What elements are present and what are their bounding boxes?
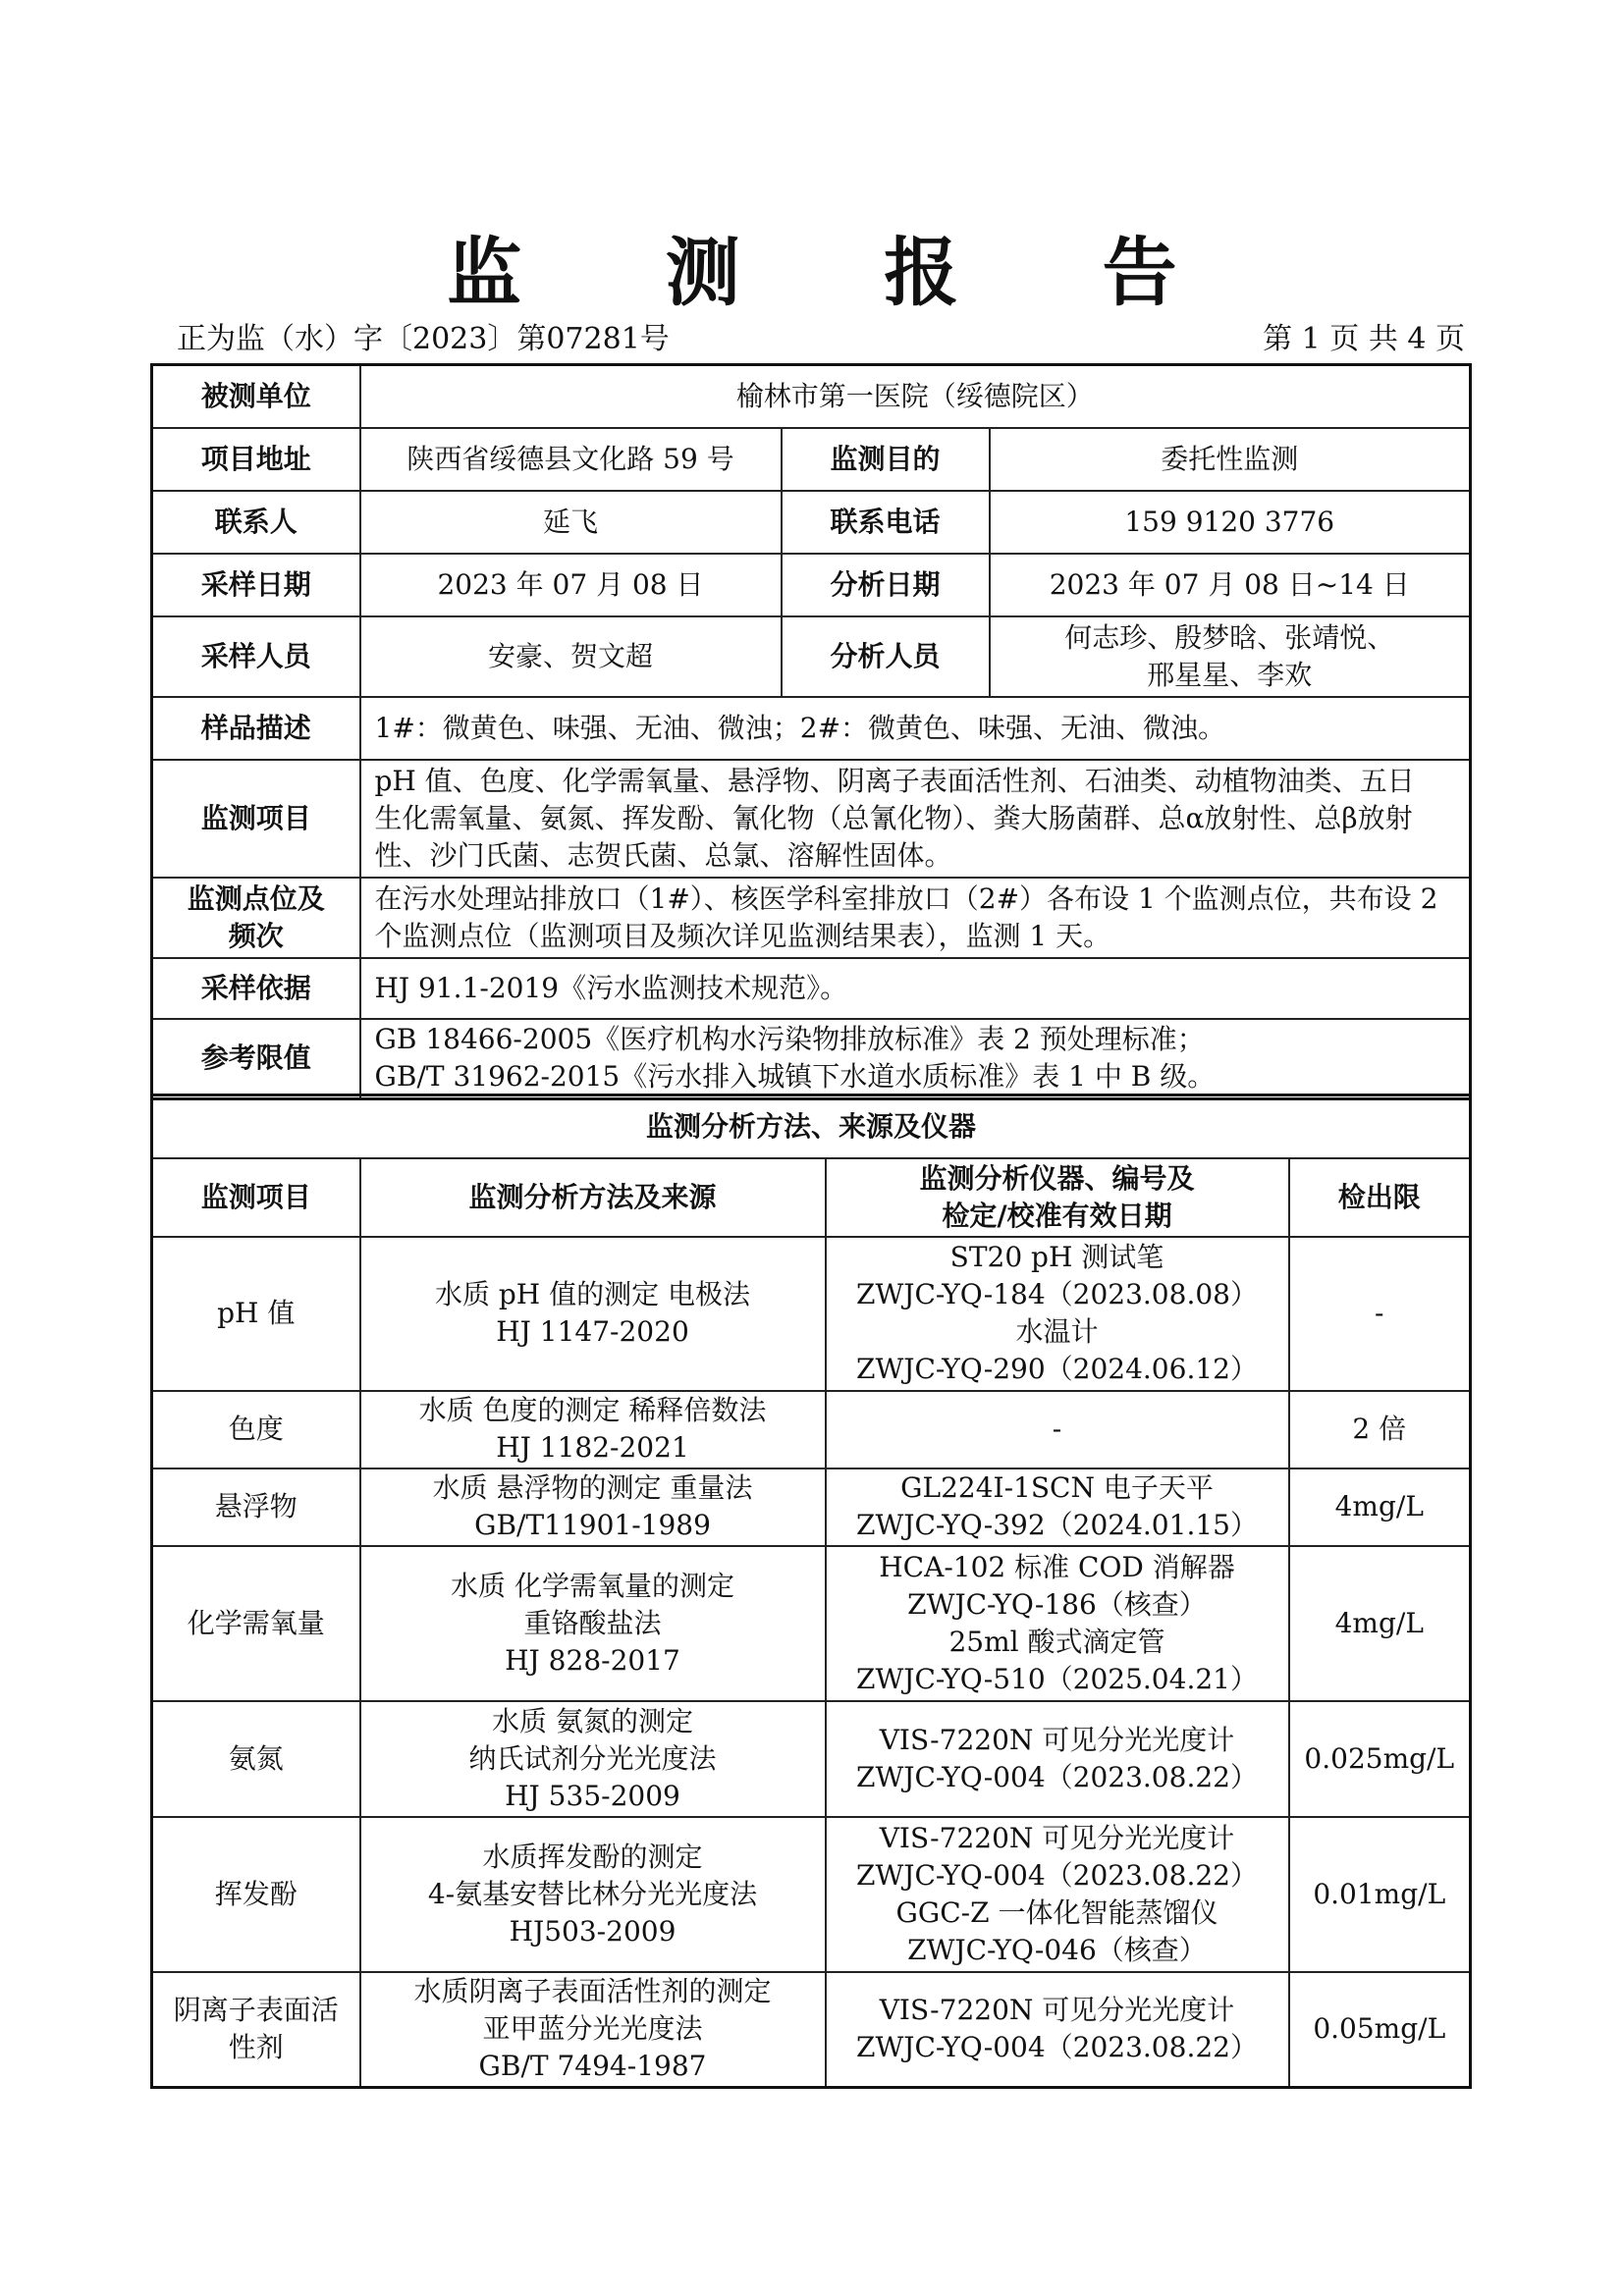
instrument-header-line: 监测分析仪器、编号及 [919,1161,1195,1195]
method-row [152,1701,1471,1817]
limit-line: GB 18466-2005《医疗机构水污染物排放标准》表 2 预处理标准； [374,1023,1205,1056]
items-label: 监测项目 [152,760,360,878]
method-source-line: HJ 828-2017 [505,1643,680,1677]
items-line: 生化需氧量、氨氮、挥发酚、氰化物（总氰化物）、粪大肠菌群、总α放射性、总β放射 [374,801,1413,834]
method-detection-limit: - [1289,1237,1471,1391]
method-source [360,1817,826,1972]
method-header-limit: 检出限 [1289,1158,1471,1237]
method-section-title: 监测分析方法、来源及仪器 [152,1095,1471,1158]
method-instrument [826,1468,1289,1546]
method-instrument-line: ST20 pH 测试笔 [949,1241,1164,1273]
method-instrument-line: GGC-Z 一体化智能蒸馏仪 [895,1896,1218,1929]
method-item-line: 悬浮物 [214,1490,298,1522]
method-detection-limit: 0.025mg/L [1289,1701,1471,1817]
items-line: 性、沙门氏菌、志贺氏菌、总氯、溶解性固体。 [374,838,952,872]
method-item-line: 色度 [228,1413,284,1445]
method-instrument [826,1546,1289,1701]
limit-line: GB/T 31962-2015《污水排入城镇下水道水质标准》表 1 中 B 级。 [374,1060,1216,1094]
method-item-line: 氨氮 [228,1741,284,1775]
method-row [152,1237,1471,1391]
points-label [152,878,360,958]
page-indicator: 第 1 页 共 4 页 [1263,322,1465,356]
method-source-line: 水质阴离子表面活性剂的测定 [413,1975,772,2008]
method-source-line: 亚甲蓝分光光度法 [482,2012,703,2046]
method-source-line: HJ 1147-2020 [496,1315,689,1348]
points-line: 个监测点位（监测项目及频次详见监测结果表），监测 1 天。 [374,919,1111,952]
method-rows [152,1237,1471,2088]
method-item [152,1546,360,1701]
method-source [360,1468,826,1546]
analysts-line: 何志珍、殷梦晗、张靖悦、 [1064,620,1395,654]
method-instrument-line: ZWJC-YQ-004（2023.08.22） [856,1858,1258,1892]
samplers-value: 安豪、贺文超 [360,616,782,697]
method-instrument-line: ZWJC-YQ-004（2023.08.22） [856,1760,1258,1793]
limit-value [360,1019,1471,1099]
sampling-date-value: 2023 年 07 月 08 日 [360,554,782,616]
report-title: 监 测 报 告 [447,229,1236,316]
method-instrument-line: ZWJC-YQ-046（核查） [907,1933,1207,1966]
method-row [152,1391,1471,1468]
method-source [360,1391,826,1468]
points-label-line: 频次 [228,919,284,952]
method-instrument-line: ZWJC-YQ-184（2023.08.08） [856,1278,1258,1310]
method-instrument-line: VIS-7220N 可见分光光度计 [879,1821,1235,1854]
method-instrument [826,1972,1289,2088]
instrument-header-line: 检定/校准有效日期 [942,1199,1172,1232]
method-instrument-line: ZWJC-YQ-186（核查） [907,1587,1207,1621]
method-instrument-line: ZWJC-YQ-392（2024.01.15） [856,1509,1258,1541]
samplers-label: 采样人员 [152,616,360,697]
method-source-line: 水质 悬浮物的测定 重量法 [432,1471,753,1504]
method-instrument-line: VIS-7220N 可见分光光度计 [879,1994,1235,2027]
phone-value: 159 9120 3776 [990,491,1471,554]
analysts-line: 邢星星、李欢 [1147,658,1313,691]
method-row [152,1817,1471,1972]
method-detection-limit: 0.05mg/L [1289,1972,1471,2088]
method-row [152,1972,1471,2088]
method-item [152,1972,360,2088]
method-item-line: pH 值 [217,1297,296,1329]
method-detection-limit: 4mg/L [1289,1546,1471,1701]
method-source-line: 水质挥发酚的测定 [482,1840,703,1873]
purpose-value: 委托性监测 [990,428,1471,491]
method-item-line: 性剂 [228,2031,284,2064]
method-detection-limit: 4mg/L [1289,1468,1471,1546]
points-line: 在污水处理站排放口（1#）、核医学科室排放口（2#）各布设 1 个监测点位，共布设 2 [374,881,1438,915]
method-instrument-line: 25ml 酸式滴定管 [948,1625,1165,1658]
basis-label: 采样依据 [152,958,360,1019]
method-source-line: GB/T 7494-1987 [478,2050,707,2083]
method-header-item: 监测项目 [152,1158,360,1237]
items-value [360,760,1471,878]
method-detection-limit: 0.01mg/L [1289,1817,1471,1972]
analysis-date-value: 2023 年 07 月 08 日~14 日 [990,554,1471,616]
method-instrument [826,1817,1289,1972]
method-item [152,1701,360,1817]
address-label: 项目地址 [152,428,360,491]
purpose-label: 监测目的 [782,428,990,491]
method-source-line: 4-氨基安替比林分光光度法 [427,1877,758,1910]
unit-value: 榆林市第一医院（绥德院区） [360,365,1471,428]
info-table [150,363,1472,1100]
method-instrument [826,1701,1289,1817]
method-item [152,1391,360,1468]
method-source-line: 水质 化学需氧量的测定 [451,1569,734,1602]
method-instrument [826,1237,1289,1391]
analysis-date-label: 分析日期 [782,554,990,616]
method-source-line: GB/T11901-1989 [474,1509,711,1541]
analysts-value [990,616,1471,697]
method-source [360,1237,826,1391]
method-item [152,1237,360,1391]
sample-desc-label: 样品描述 [152,697,360,760]
contact-value: 延飞 [360,491,782,554]
method-table [150,1094,1472,2089]
method-instrument-line: ZWJC-YQ-510（2025.04.21） [856,1662,1258,1695]
method-source-line: HJ 1182-2021 [496,1431,689,1464]
method-instrument-line: GL224I-1SCN 电子天平 [900,1471,1214,1504]
method-header-instrument [826,1158,1289,1237]
phone-label: 联系电话 [782,491,990,554]
method-source [360,1546,826,1701]
points-value [360,878,1471,958]
method-instrument [826,1391,1289,1468]
method-item [152,1468,360,1546]
method-source [360,1972,826,2088]
method-source [360,1701,826,1817]
method-instrument-line: 水温计 [1015,1315,1099,1348]
method-source-line: 重铬酸盐法 [523,1606,662,1639]
method-instrument-line: - [1052,1413,1062,1445]
method-item-line: 挥发酚 [214,1877,298,1910]
limit-label: 参考限值 [152,1019,360,1099]
method-header-method: 监测分析方法及来源 [360,1158,826,1237]
method-instrument-line: HCA-102 标准 COD 消解器 [879,1550,1235,1583]
method-detection-limit: 2 倍 [1289,1391,1471,1468]
analysts-label: 分析人员 [782,616,990,697]
method-instrument-line: ZWJC-YQ-004（2023.08.22） [856,2031,1258,2064]
method-source-line: 纳氏试剂分光光度法 [468,1741,717,1775]
report-number: 正为监（水）字〔2023〕第07281号 [177,322,670,356]
method-instrument-line: VIS-7220N 可见分光光度计 [879,1723,1235,1756]
unit-label: 被测单位 [152,365,360,428]
method-row [152,1468,1471,1546]
method-item [152,1817,360,1972]
items-line: pH 值、色度、化学需氧量、悬浮物、阴离子表面活性剂、石油类、动植物油类、五日 [374,764,1415,797]
method-source-line: 水质 氨氮的测定 [492,1704,693,1737]
method-row [152,1546,1471,1701]
method-source-line: HJ 535-2009 [505,1779,680,1812]
method-source-line: HJ503-2009 [509,1914,677,1948]
contact-label: 联系人 [152,491,360,554]
method-source-line: 水质 pH 值的测定 电极法 [434,1278,751,1310]
method-source-line: 水质 色度的测定 稀释倍数法 [418,1394,767,1426]
sample-desc-value: 1#：微黄色、味强、无油、微浊；2#：微黄色、味强、无油、微浊。 [360,697,1471,760]
method-item-line: 化学需氧量 [187,1606,325,1639]
basis-value: HJ 91.1-2019《污水监测技术规范》。 [360,958,1471,1019]
method-instrument-line: ZWJC-YQ-290（2024.06.12） [856,1353,1258,1385]
sampling-date-label: 采样日期 [152,554,360,616]
points-label-line: 监测点位及 [187,881,325,915]
address-value: 陕西省绥德县文化路 59 号 [360,428,782,491]
method-item-line: 阴离子表面活 [173,1994,339,2027]
